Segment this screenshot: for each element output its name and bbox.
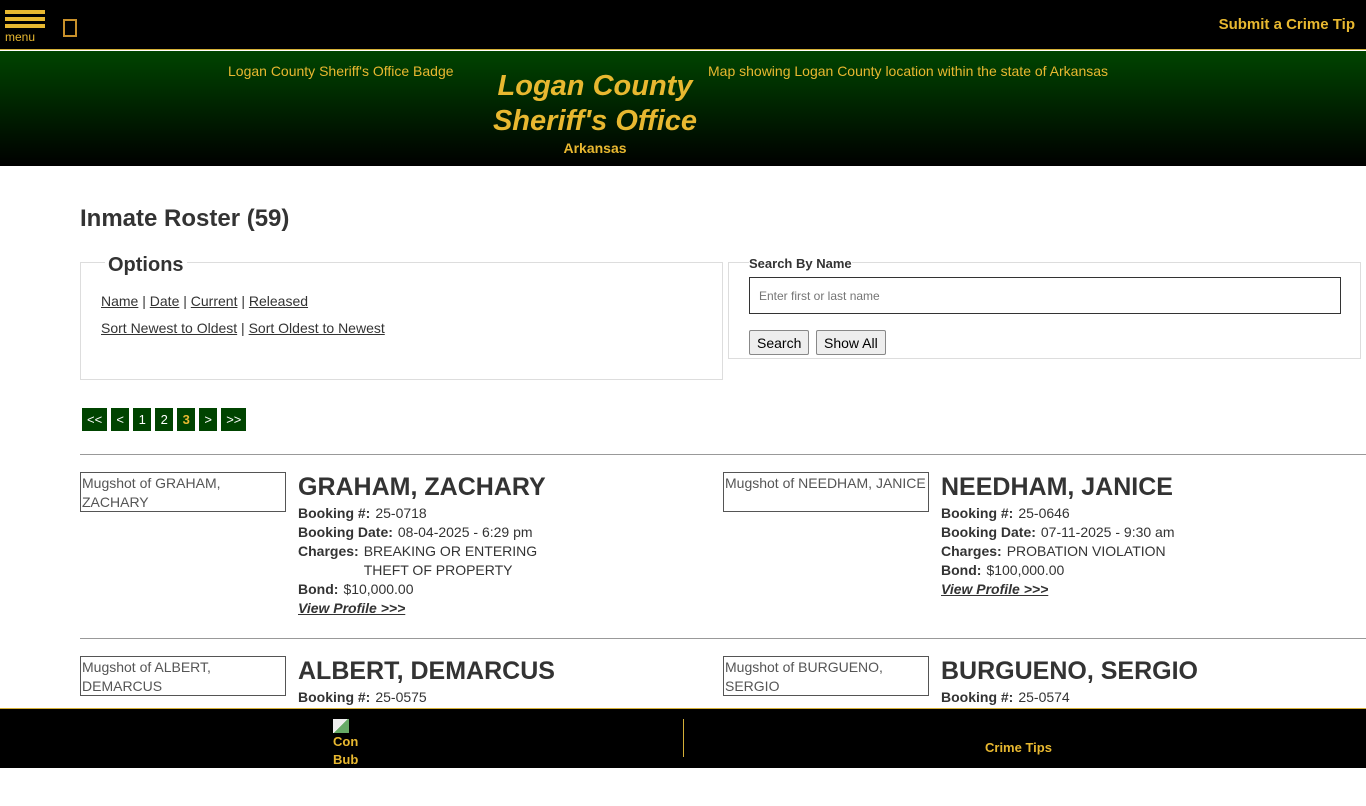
bond-amount: $10,000.00 — [343, 581, 414, 597]
inmate-name: BURGUENO, SERGIO — [941, 657, 1198, 685]
charge: BREAKING OR ENTERING — [363, 543, 538, 559]
map-image: Map showing Logan County location within the state of Arkansas — [708, 63, 1109, 79]
booking-number: 25-0718 — [375, 505, 427, 521]
filter-date-link[interactable]: Date — [149, 293, 180, 309]
crime-tips-link[interactable]: Crime Tips — [985, 740, 1052, 755]
booking-date: 07-11-2025 - 9:30 am — [1040, 524, 1175, 540]
filter-current-link[interactable]: Current — [190, 293, 238, 309]
search-button[interactable]: Search — [749, 330, 809, 355]
missing-glyph-icon[interactable] — [63, 19, 77, 37]
mugshot-image[interactable]: Mugshot of BURGUENO, SERGIO — [723, 656, 929, 696]
charge: THEFT OF PROPERTY — [363, 562, 513, 578]
options-panel — [80, 254, 723, 380]
filter-released-link[interactable]: Released — [248, 293, 309, 309]
page-1-button[interactable]: 1 — [133, 408, 151, 431]
mugshot-image[interactable]: Mugshot of ALBERT, DEMARCUS — [80, 656, 286, 696]
booking-number: 25-0646 — [1018, 505, 1070, 521]
prev-page-button[interactable]: < — [111, 408, 129, 431]
inmate-card: Mugshot of GRAHAM, ZACHARY GRAHAM, ZACHARY Booking #: 25-0718 Booking Date: 08-04-2025 - 6:29 pm Charges: BREAKING OR ENTERING THEFT OF PROPERTY Bond: $10,000.00 View Profile >>> — [82, 473, 546, 616]
site-header — [0, 51, 1366, 166]
broken-image-icon — [333, 719, 349, 733]
top-bar — [0, 0, 1366, 50]
show-all-button[interactable]: Show All — [816, 330, 886, 355]
menu-button[interactable] — [5, 10, 45, 44]
next-page-button[interactable]: > — [199, 408, 217, 431]
first-page-button[interactable]: << — [82, 408, 107, 431]
page-title: Inmate Roster (59) — [80, 205, 290, 232]
mugshot-image[interactable]: Mugshot of GRAHAM, ZACHARY — [80, 472, 286, 512]
search-panel — [728, 256, 1361, 359]
inmate-name: NEEDHAM, JANICE — [941, 473, 1173, 501]
submit-crime-tip-link[interactable]: Submit a Crime Tip — [1218, 16, 1355, 33]
footer-left-link[interactable]: Con Bub — [333, 719, 358, 769]
inmate-name: GRAHAM, ZACHARY — [298, 473, 546, 501]
page-2-button[interactable]: 2 — [155, 408, 173, 431]
divider — [80, 638, 1366, 639]
badge-image: Logan County Sheriff's Office Badge — [228, 63, 454, 79]
options-legend: Options — [105, 254, 187, 277]
mugshot-image[interactable]: Mugshot of NEEDHAM, JANICE — [723, 472, 929, 512]
divider — [80, 454, 1366, 455]
inmate-name: ALBERT, DEMARCUS — [298, 657, 555, 685]
site-title[interactable]: Logan County Sheriff's Office — [492, 70, 698, 137]
hamburger-icon — [5, 10, 45, 14]
name-search-input[interactable] — [749, 277, 1341, 314]
sort-oldest-link[interactable]: Sort Oldest to Newest — [248, 320, 385, 336]
search-legend: Search By Name — [749, 256, 852, 271]
inmate-card: Mugshot of ALBERT, DEMARCUS ALBERT, DEMARCUS Booking #: 25-0575 — [82, 657, 555, 705]
booking-date: 08-04-2025 - 6:29 pm — [397, 524, 533, 540]
footer-bar — [0, 708, 1366, 768]
booking-number: 25-0575 — [375, 689, 427, 705]
sort-newest-link[interactable]: Sort Newest to Oldest — [101, 320, 238, 336]
inmate-card: Mugshot of BURGUENO, SERGIO BURGUENO, SERGIO Booking #: 25-0574 — [725, 657, 1198, 705]
inmate-card: Mugshot of NEEDHAM, JANICE NEEDHAM, JANICE Booking #: 25-0646 Booking Date: 07-11-2025 - 9:30 am Charges: PROBATION VIOLATION Bond: $100,000.00 View Profile >>> — [725, 473, 1175, 597]
footer-divider — [683, 719, 684, 757]
sort-links: Sort Newest to Oldest | Sort Oldest to Newest — [101, 320, 385, 336]
page-3-button[interactable]: 3 — [177, 408, 195, 431]
site-state: Arkansas — [563, 140, 627, 156]
charge: PROBATION VIOLATION — [1006, 543, 1166, 559]
booking-number: 25-0574 — [1018, 689, 1070, 705]
bond-amount: $100,000.00 — [986, 562, 1065, 578]
view-profile-link[interactable]: View Profile >>> — [941, 581, 1049, 597]
filter-links: Name | Date | Current | Released — [101, 293, 309, 309]
menu-label: menu — [5, 30, 36, 44]
filter-name-link[interactable]: Name — [101, 293, 139, 309]
last-page-button[interactable]: >> — [221, 408, 246, 431]
pagination — [82, 408, 246, 431]
view-profile-link[interactable]: View Profile >>> — [298, 600, 406, 616]
